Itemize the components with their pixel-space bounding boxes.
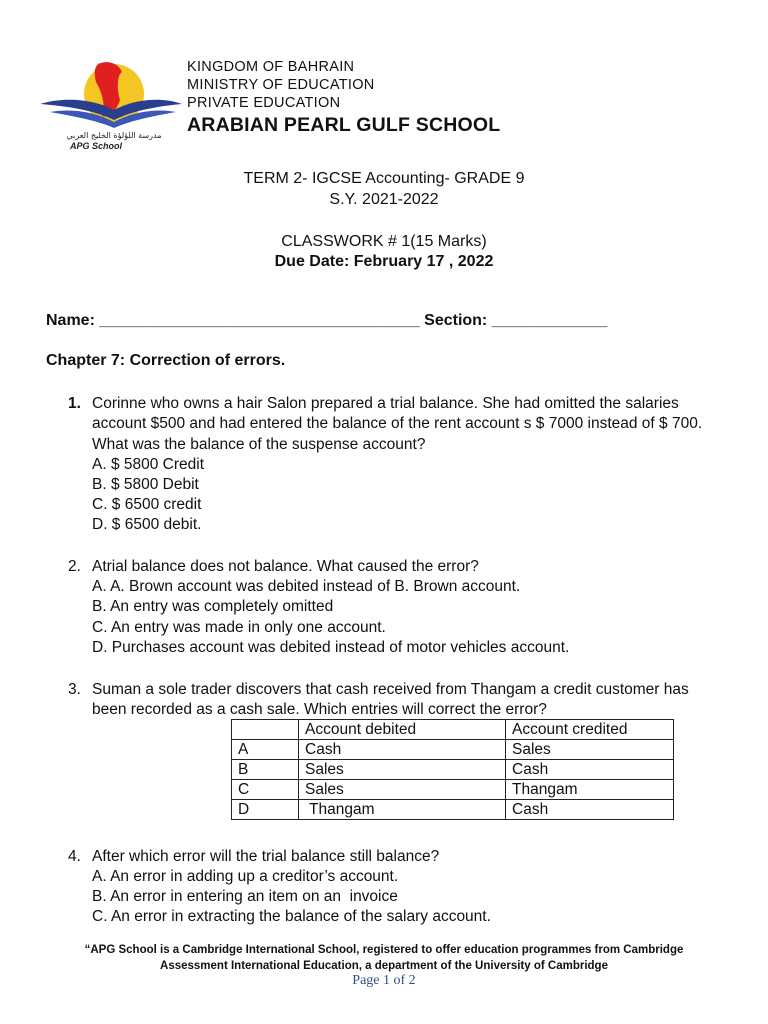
table-header-cell: Account credited <box>506 720 674 740</box>
table-header-cell <box>232 720 299 740</box>
table-cell: D <box>232 800 299 820</box>
question-1 <box>0 394 768 544</box>
table-row <box>232 760 674 780</box>
option-a: A. A. Brown account was debited instead of B. Brown account. <box>92 578 521 595</box>
question-2 <box>0 557 768 657</box>
logo-english-text: APG School <box>69 141 123 151</box>
option-c: C. $ 6500 credit <box>92 496 202 513</box>
option-b: B. $ 5800 Debit <box>92 476 199 493</box>
term-title: TERM 2- IGCSE Accounting- GRADE 9 <box>243 170 525 187</box>
table-cell: Sales <box>299 760 506 780</box>
option-c: C. An error in extracting the balance of the salary account. <box>92 908 491 925</box>
page-number: Page 1 of 2 <box>352 973 416 988</box>
table-cell: A <box>232 740 299 760</box>
question-text: Corinne who owns a hair Salon prepared a trial balance. She had omitted the salaries account $500 and had entered the balance of the rent account s $ 7000 instead of $ 700. What was the balance of the suspense account? <box>92 395 703 453</box>
option-b: B. An entry was completely omitted <box>92 598 334 615</box>
chapter-heading: Chapter 7: Correction of errors. <box>46 352 286 369</box>
name-section-field[interactable]: Name: ____________________________________ Section: _____________ <box>46 312 608 329</box>
table-cell: Cash <box>506 760 674 780</box>
table-cell: Thangam <box>506 780 674 800</box>
table-cell: Sales <box>299 780 506 800</box>
private-education-line: PRIVATE EDUCATION <box>187 95 341 111</box>
option-d: D. Purchases account was debited instead of motor vehicles account. <box>92 639 570 656</box>
table-row <box>232 800 674 820</box>
table-cell: Cash <box>506 800 674 820</box>
table-cell: B <box>232 760 299 780</box>
question-number: 4. <box>68 848 81 865</box>
school-name: ARABIAN PEARL GULF SCHOOL <box>187 114 501 136</box>
classwork-title: CLASSWORK # 1(15 Marks) <box>281 233 487 250</box>
school-year: S.Y. 2021-2022 <box>329 191 439 208</box>
question-3 <box>0 680 768 720</box>
option-d: D. $ 6500 debit. <box>92 516 202 533</box>
option-c: C. An entry was made in only one account. <box>92 619 386 636</box>
option-b: B. An error in entering an item on an invoice <box>92 888 398 905</box>
kingdom-line: KINGDOM OF BAHRAIN <box>187 59 355 75</box>
logo-arabic-text: مدرسة اللؤلؤة الخليج العربي <box>66 131 162 140</box>
table-cell: Cash <box>299 740 506 760</box>
question-text: After which error will the trial balance still balance? <box>92 848 440 865</box>
table-cell: C <box>232 780 299 800</box>
footer-line-1: “APG School is a Cambridge International School, registered to offer education programmes from Cambridge <box>84 944 684 956</box>
table-row <box>232 740 674 760</box>
question-number: 2. <box>68 558 81 575</box>
table-header-cell: Account debited <box>299 720 506 740</box>
footer-line-2: Assessment International Education, a department of the University of Cambridge <box>160 960 608 972</box>
question-text: Suman a sole trader discovers that cash received from Thangam a credit customer has been recorded as a cash sale. Which entries will correct the error? <box>92 681 689 719</box>
question-number: 3. <box>68 681 81 698</box>
option-a: A. $ 5800 Credit <box>92 456 205 473</box>
question-4 <box>0 847 768 931</box>
due-date: Due Date: February 17 , 2022 <box>274 253 494 270</box>
ministry-line: MINISTRY OF EDUCATION <box>187 77 375 93</box>
table-row <box>232 780 674 800</box>
option-a: A. An error in adding up a creditor’s account. <box>92 868 399 885</box>
school-logo <box>36 52 184 152</box>
table-cell: Sales <box>506 740 674 760</box>
table-cell: Thangam <box>299 800 506 820</box>
question-number: 1. <box>68 395 81 412</box>
table-header-row <box>232 720 674 740</box>
question-text: Atrial balance does not balance. What caused the error? <box>92 558 479 575</box>
answer-table <box>231 719 674 820</box>
